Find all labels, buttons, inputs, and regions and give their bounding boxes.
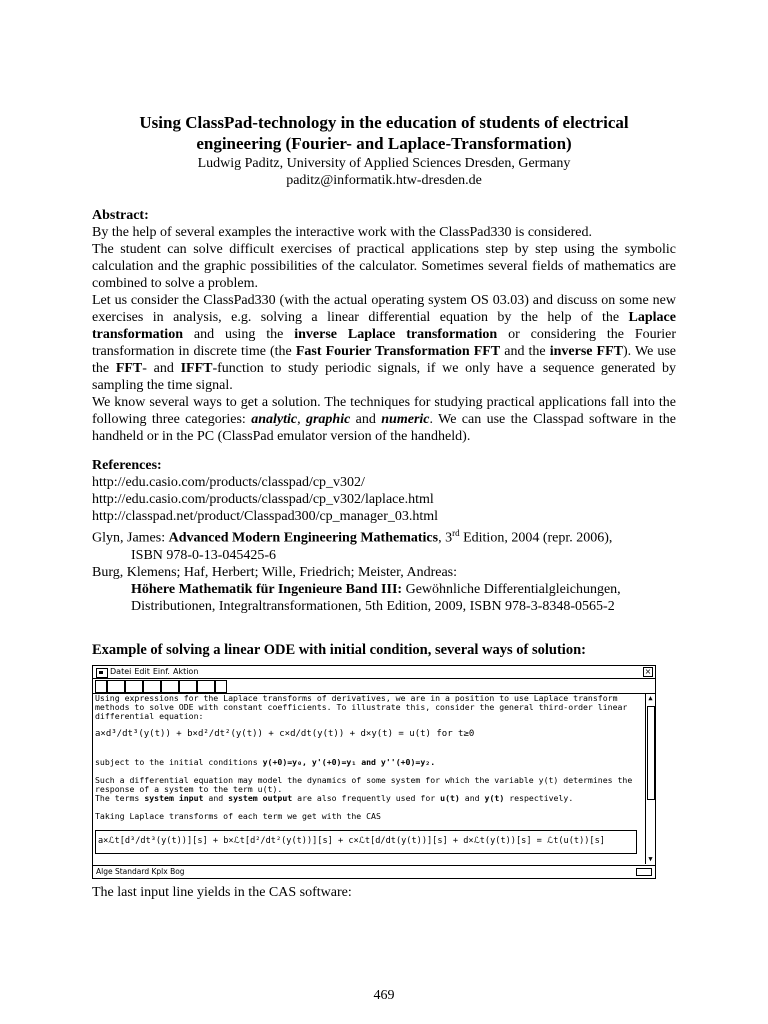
author-email[interactable]: paditz@informatik.htw-dresden.de xyxy=(286,173,482,188)
scroll-up-icon[interactable]: ▲ xyxy=(648,694,653,702)
classpad-menubar xyxy=(93,666,655,679)
cp-initial-conditions: subject to the initial conditions y(+0)=y₀, y'(+0)=y₁ and y''(+0)=y₂. xyxy=(95,757,436,767)
scrollbar[interactable] xyxy=(645,694,655,864)
reference-glyn: Glyn, James: Advanced Modern Engineering Mathematics, 3rd Edition, 2004 (repr. 2006), xyxy=(92,528,613,546)
abstract-section xyxy=(92,207,676,445)
scrollbar-thumb[interactable] xyxy=(647,706,655,800)
title-line-2: engineering (Fourier- and Laplace-Transformation) xyxy=(196,134,572,153)
reference-url-1[interactable]: http://edu.casio.com/products/classpad/cp_v302/ xyxy=(92,475,365,490)
title-line-1: Using ClassPad-technology in the education of students of electrical xyxy=(139,113,629,132)
derivative-icon[interactable] xyxy=(125,680,143,693)
reference-burg-details: Distributionen, Integraltransformationen, 5th Edition, 2009, ISBN 978-3-8348-0565-2 xyxy=(131,598,615,614)
menu-icon[interactable] xyxy=(96,668,108,678)
fraction-icon[interactable] xyxy=(179,680,197,693)
cp-text-line: Using expressions for the Laplace transforms of derivatives, we are in a position to use Laplace transform xyxy=(95,693,618,703)
last-line: The last input line yields in the CAS software: xyxy=(92,885,352,900)
author-block xyxy=(92,155,676,189)
reference-glyn-isbn: ISBN 978-0-13-045425-6 xyxy=(131,547,277,563)
reference-url-3[interactable]: http://classpad.net/product/Classpad300/cp_manager_03.html xyxy=(92,509,439,524)
cp-text-line: Such a differential equation may model the dynamics of some system for which the variable y(t) determines the xyxy=(95,775,633,785)
classpad-toolbar xyxy=(93,679,655,694)
cp-text-line: differential equation: xyxy=(95,711,204,721)
save-icon[interactable] xyxy=(95,680,107,693)
cp-text-line: Taking Laplace transforms of each term we get with the CAS xyxy=(95,811,381,821)
menu-datei[interactable]: Datei xyxy=(110,667,132,676)
scroll-down-icon[interactable]: ▼ xyxy=(648,855,653,863)
abstract-p4: We know several ways to get a solution. The techniques for studying practical applications fall into the following three categories: analytic, graphic and numeric. We can use the Classpad software in the handheld or in the PC (ClassPad emulator version of the handheld). xyxy=(92,395,676,444)
dropdown-arrow-icon[interactable] xyxy=(215,680,227,693)
cp-text-line-terms: The terms system input and system output are also frequently used for u(t) and y(t) respectively. xyxy=(95,793,574,803)
reference-burg: Burg, Klemens; Haf, Herbert; Wille, Friedrich; Meister, Andreas: xyxy=(92,564,457,580)
references-heading: References: xyxy=(92,458,162,473)
limit-icon[interactable] xyxy=(161,680,179,693)
page-number: 469 xyxy=(373,988,395,1003)
author-name: Ludwig Paditz, University of Applied Sciences Dresden, Germany xyxy=(197,156,571,171)
integral-icon[interactable] xyxy=(143,680,161,693)
abstract-p1: By the help of several examples the interactive work with the ClassPad330 is considered. xyxy=(92,225,592,240)
bold-icon[interactable] xyxy=(107,680,125,693)
cp-equation-1[interactable]: a×d³/dt³(y(t)) + b×d²/dt²(y(t)) + c×d/dt(y(t)) + d×y(t) = u(t) for t≥0 xyxy=(95,729,475,739)
reference-url-2[interactable]: http://edu.casio.com/products/classpad/cp_v302/laplace.html xyxy=(92,492,434,507)
menu-edit[interactable]: Edit xyxy=(134,667,150,676)
example-heading: Example of solving a linear ODE with initial condition, several ways of solution: xyxy=(92,642,586,658)
close-icon[interactable]: × xyxy=(644,667,652,676)
cp-equation-2[interactable]: a×ℒt[d³/dt³(y(t))][s] + b×ℒt[d²/dt²(y(t))][s] + c×ℒt[d/dt(y(t))][s] + d×ℒt(y(t))[s] = ℒt(u(t))[s] xyxy=(98,836,605,846)
battery-icon xyxy=(636,868,652,876)
abstract-p3: Let us consider the ClassPad330 (with the actual operating system OS 03.03) and discuss on some new exercises in analysis, e.g. solving a linear differential equation by the help of the Laplace transformation and using the inverse Laplace transformation or considering the Fourier transformation in discrete time (the Fast Fourier Transformation FFT and the inverse FFT). We use the FFT- and IFFT-function to study periodic signals, if we only have a sequence generated by sampling the time signal. xyxy=(92,293,677,393)
paper-title xyxy=(92,112,676,154)
simplify-icon[interactable] xyxy=(197,680,215,693)
abstract-heading: Abstract: xyxy=(92,208,149,223)
classpad-status-bar xyxy=(93,865,655,878)
classpad-main-area xyxy=(95,694,639,864)
menu-aktion[interactable]: Aktion xyxy=(172,667,199,676)
menu-einf[interactable]: Einf. xyxy=(152,667,170,676)
classpad-screenshot xyxy=(92,665,656,879)
cp-text-line: response of a system to the term u(t). xyxy=(95,784,283,794)
status-text: Alge Standard Kplx Bog xyxy=(96,867,185,876)
cp-text-line: methods to solve ODE with constant coefficients. To illustrate this, consider the general third-order linear xyxy=(95,702,628,712)
abstract-p2: The student can solve difficult exercises of practical applications step by step using the symbolic calculation and the graphic possibilities of the calculator. Sometimes several fields of mathematics are combined to solve a problem. xyxy=(92,242,676,291)
reference-burg-title: Höhere Mathematik für Ingenieure Band III: Gewöhnliche Differentialgleichungen, xyxy=(131,581,621,597)
references-section xyxy=(92,457,676,615)
